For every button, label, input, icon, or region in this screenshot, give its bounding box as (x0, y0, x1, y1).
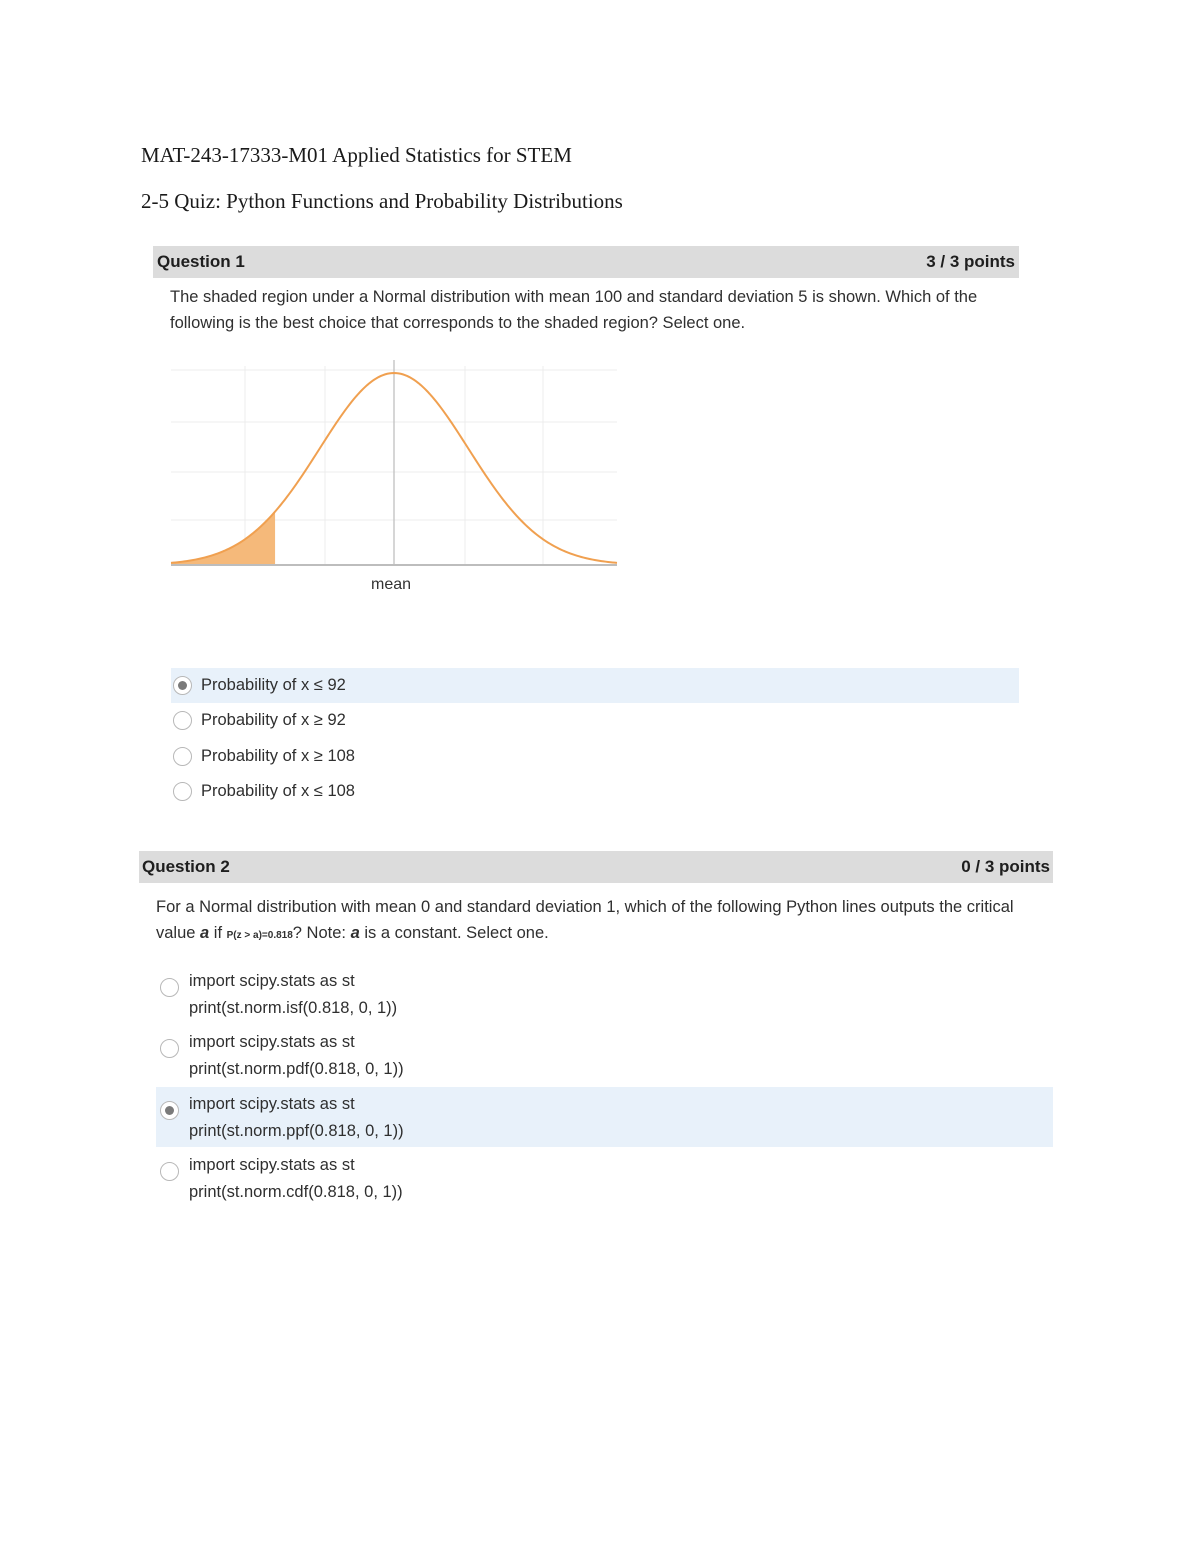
q2-option-3[interactable] (156, 1087, 1053, 1147)
normal-distribution-chart (165, 360, 625, 600)
q2-option-3-line-1: import scipy.stats as st (189, 1095, 355, 1113)
q2-var-a-note: a (350, 924, 360, 942)
course-title: MAT-243-17333-M01 Applied Statistics for STEM (141, 143, 572, 167)
radio-selected-icon[interactable] (160, 1101, 179, 1120)
question-2-text (156, 894, 1036, 949)
q1-option-2-label: Probability of x ≥ 92 (201, 711, 346, 729)
mean-label: mean (370, 576, 412, 593)
q2-text-before: For a Normal distribution with mean 0 and standard deviation 1, which of the following Python lines outputs the critical value (156, 898, 1014, 942)
q1-option-4[interactable] (171, 774, 1019, 809)
q1-option-1[interactable] (171, 668, 1019, 703)
radio-selected-icon[interactable] (173, 676, 192, 695)
q1-option-3[interactable] (171, 739, 1019, 774)
quiz-title: 2-5 Quiz: Python Functions and Probability Distributions (141, 189, 623, 213)
q1-option-3-label: Probability of x ≥ 108 (201, 747, 355, 765)
q1-option-2[interactable] (171, 703, 1019, 738)
q2-option-1-label (189, 968, 397, 1022)
q2-option-1[interactable] (156, 964, 1053, 1024)
q2-option-2-line-1: import scipy.stats as st (189, 1033, 355, 1051)
q2-option-4[interactable] (156, 1148, 1053, 1208)
q2-text-note: ? Note: (292, 924, 351, 942)
q2-var-a: a (200, 924, 210, 942)
question-2-points: 0 / 3 points (961, 857, 1050, 876)
radio-icon[interactable] (173, 782, 192, 801)
q2-option-3-line-2: print(st.norm.ppf(0.818, 0, 1)) (189, 1122, 404, 1140)
q1-option-4-label: Probability of x ≤ 108 (201, 782, 355, 800)
question-1-text: The shaded region under a Normal distribution with mean 100 and standard deviation 5 is shown. Which of the following is the best choice that corresponds to the shaded region? Select one. (170, 288, 978, 332)
q2-text-if: if (209, 924, 227, 942)
q2-formula: P(z > a)=0.818 (226, 930, 293, 941)
q2-text-after: is a constant. Select one. (359, 924, 549, 942)
question-1-label: Question 1 (157, 252, 245, 271)
question-1-header (153, 246, 1019, 278)
q1-option-1-label: Probability of x ≤ 92 (201, 676, 346, 694)
radio-icon[interactable] (173, 747, 192, 766)
q2-option-2-label (189, 1029, 404, 1083)
radio-icon[interactable] (160, 1039, 179, 1058)
question-2-header (139, 851, 1053, 883)
question-2-label: Question 2 (142, 857, 230, 876)
radio-icon[interactable] (173, 711, 192, 730)
q2-option-1-line-1: import scipy.stats as st (189, 972, 355, 990)
q2-option-4-line-1: import scipy.stats as st (189, 1156, 355, 1174)
question-1-points: 3 / 3 points (926, 252, 1015, 271)
radio-icon[interactable] (160, 1162, 179, 1181)
q2-option-2-line-2: print(st.norm.pdf(0.818, 0, 1)) (189, 1060, 404, 1078)
q2-option-2[interactable] (156, 1025, 1053, 1085)
q2-option-1-line-2: print(st.norm.isf(0.818, 0, 1)) (189, 999, 398, 1017)
q2-option-3-label (189, 1091, 404, 1145)
q2-option-4-line-2: print(st.norm.cdf(0.818, 0, 1)) (189, 1183, 403, 1201)
radio-icon[interactable] (160, 978, 179, 997)
q2-option-4-label (189, 1152, 403, 1206)
